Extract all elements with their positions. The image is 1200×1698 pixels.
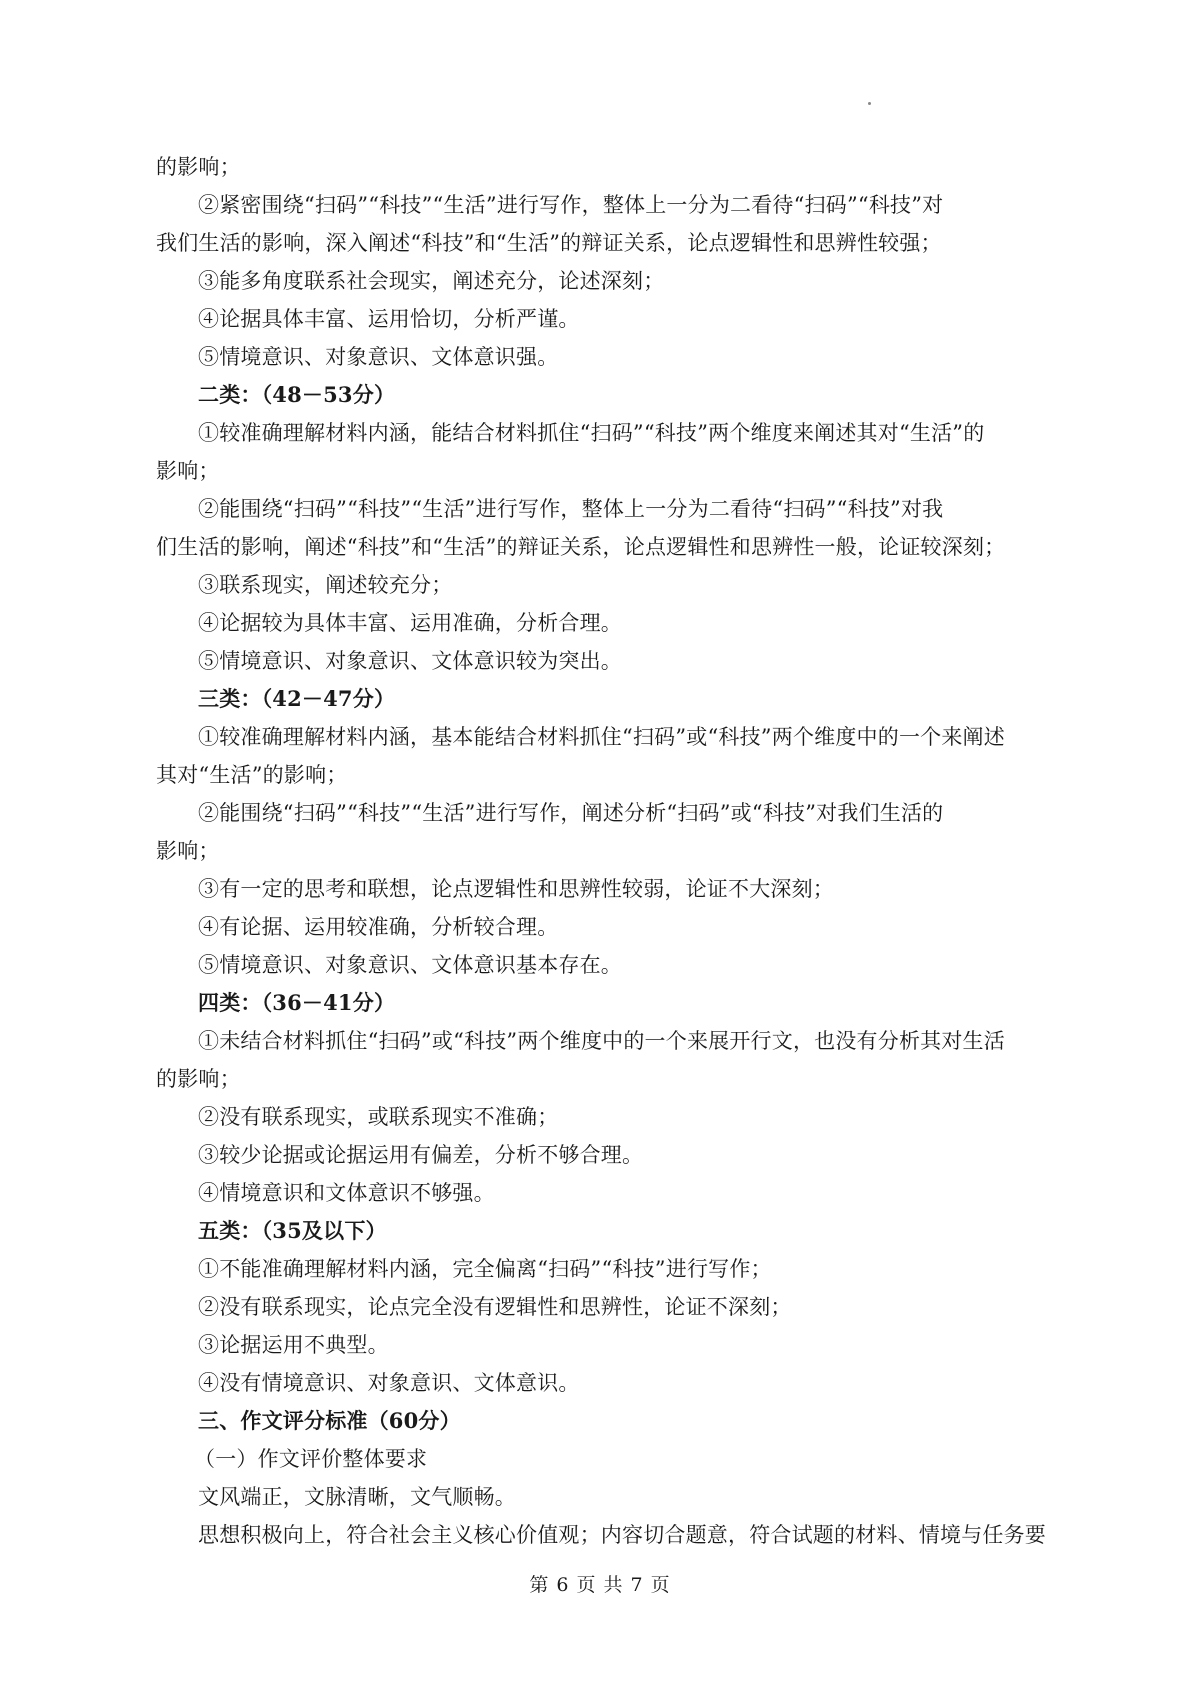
text-line: ⑤情境意识、对象意识、文体意识较为突出。: [198, 649, 622, 673]
text-line: （一）作文评价整体要求: [194, 1447, 428, 1471]
text-line: 文风端正，文脉清晰，文气顺畅。: [198, 1485, 516, 1509]
text-line: ③联系现实，阐述较充分；: [198, 573, 453, 597]
text-line: ①不能准确理解材料内涵，完全偏离“扫码”“科技”进行写作；: [198, 1257, 772, 1281]
text-line: ①较准确理解材料内涵，基本能结合材料抓住“扫码”或“科技”两个维度中的一个来阐述: [198, 725, 1005, 749]
text-line: ⑤情境意识、对象意识、文体意识强。: [198, 345, 559, 369]
section-heading: 三类：（42－47分）: [198, 686, 396, 711]
section-heading: 四类：（36－41分）: [198, 990, 396, 1015]
text-line: ⑤情境意识、对象意识、文体意识基本存在。: [198, 953, 622, 977]
text-line: 其对“生活”的影响；: [156, 763, 348, 787]
text-line: ③能多角度联系社会现实，阐述充分，论述深刻；: [198, 269, 665, 293]
text-line: 的影响；: [156, 155, 241, 179]
document-body: [156, 148, 1056, 1554]
text-line: ④论据较为具体丰富、运用准确，分析合理。: [198, 611, 622, 635]
scan-speck: [868, 102, 871, 105]
text-line: 们生活的影响，阐述“科技”和“生活”的辩证关系，论点逻辑性和思辨性一般，论证较深刻；: [156, 535, 1006, 559]
text-line: ②能围绕“扫码”“科技”“生活”进行写作，整体上一分为二看待“扫码”“科技”对我: [198, 497, 944, 521]
text-line: 影响；: [156, 459, 220, 483]
text-line: ④有论据、运用较准确，分析较合理。: [198, 915, 559, 939]
text-line: ③较少论据或论据运用有偏差，分析不够合理。: [198, 1143, 644, 1167]
text-line: 影响；: [156, 839, 220, 863]
text-line: ②紧密围绕“扫码”“科技”“生活”进行写作，整体上一分为二看待“扫码”“科技”对: [198, 193, 944, 217]
text-line: ①未结合材料抓住“扫码”或“科技”两个维度中的一个来展开行文，也没有分析其对生活: [198, 1029, 1005, 1053]
text-line: ③论据运用不典型。: [198, 1333, 389, 1357]
text-line: 我们生活的影响，深入阐述“科技”和“生活”的辩证关系，论点逻辑性和思辨性较强；: [156, 231, 942, 255]
section-heading: 二类：（48－53分）: [198, 382, 396, 407]
section-heading: 三、作文评分标准（60分）: [198, 1408, 461, 1433]
text-line: ④情境意识和文体意识不够强。: [198, 1181, 495, 1205]
text-line: ④没有情境意识、对象意识、文体意识。: [198, 1371, 580, 1395]
text-line: ②没有联系现实，论点完全没有逻辑性和思辨性，论证不深刻；: [198, 1295, 792, 1319]
text-line: ②没有联系现实，或联系现实不准确；: [198, 1105, 559, 1129]
text-line: 思想积极向上，符合社会主义核心价值观；内容切合题意，符合试题的材料、情境与任务要: [198, 1523, 1046, 1547]
text-line: ④论据具体丰富、运用恰切，分析严谨。: [198, 307, 580, 331]
section-heading: 五类：（35及以下）: [198, 1218, 387, 1243]
text-line: ②能围绕“扫码”“科技”“生活”进行写作，阐述分析“扫码”或“科技”对我们生活的: [198, 801, 944, 825]
text-line: ①较准确理解材料内涵，能结合材料抓住“扫码”“科技”两个维度来阐述其对“生活”的: [198, 421, 985, 445]
text-line: 的影响；: [156, 1067, 241, 1091]
page-number-footer: 第 6 页 共 7 页: [529, 1574, 671, 1596]
text-line: ③有一定的思考和联想，论点逻辑性和思辨性较弱，论证不大深刻；: [198, 877, 834, 901]
